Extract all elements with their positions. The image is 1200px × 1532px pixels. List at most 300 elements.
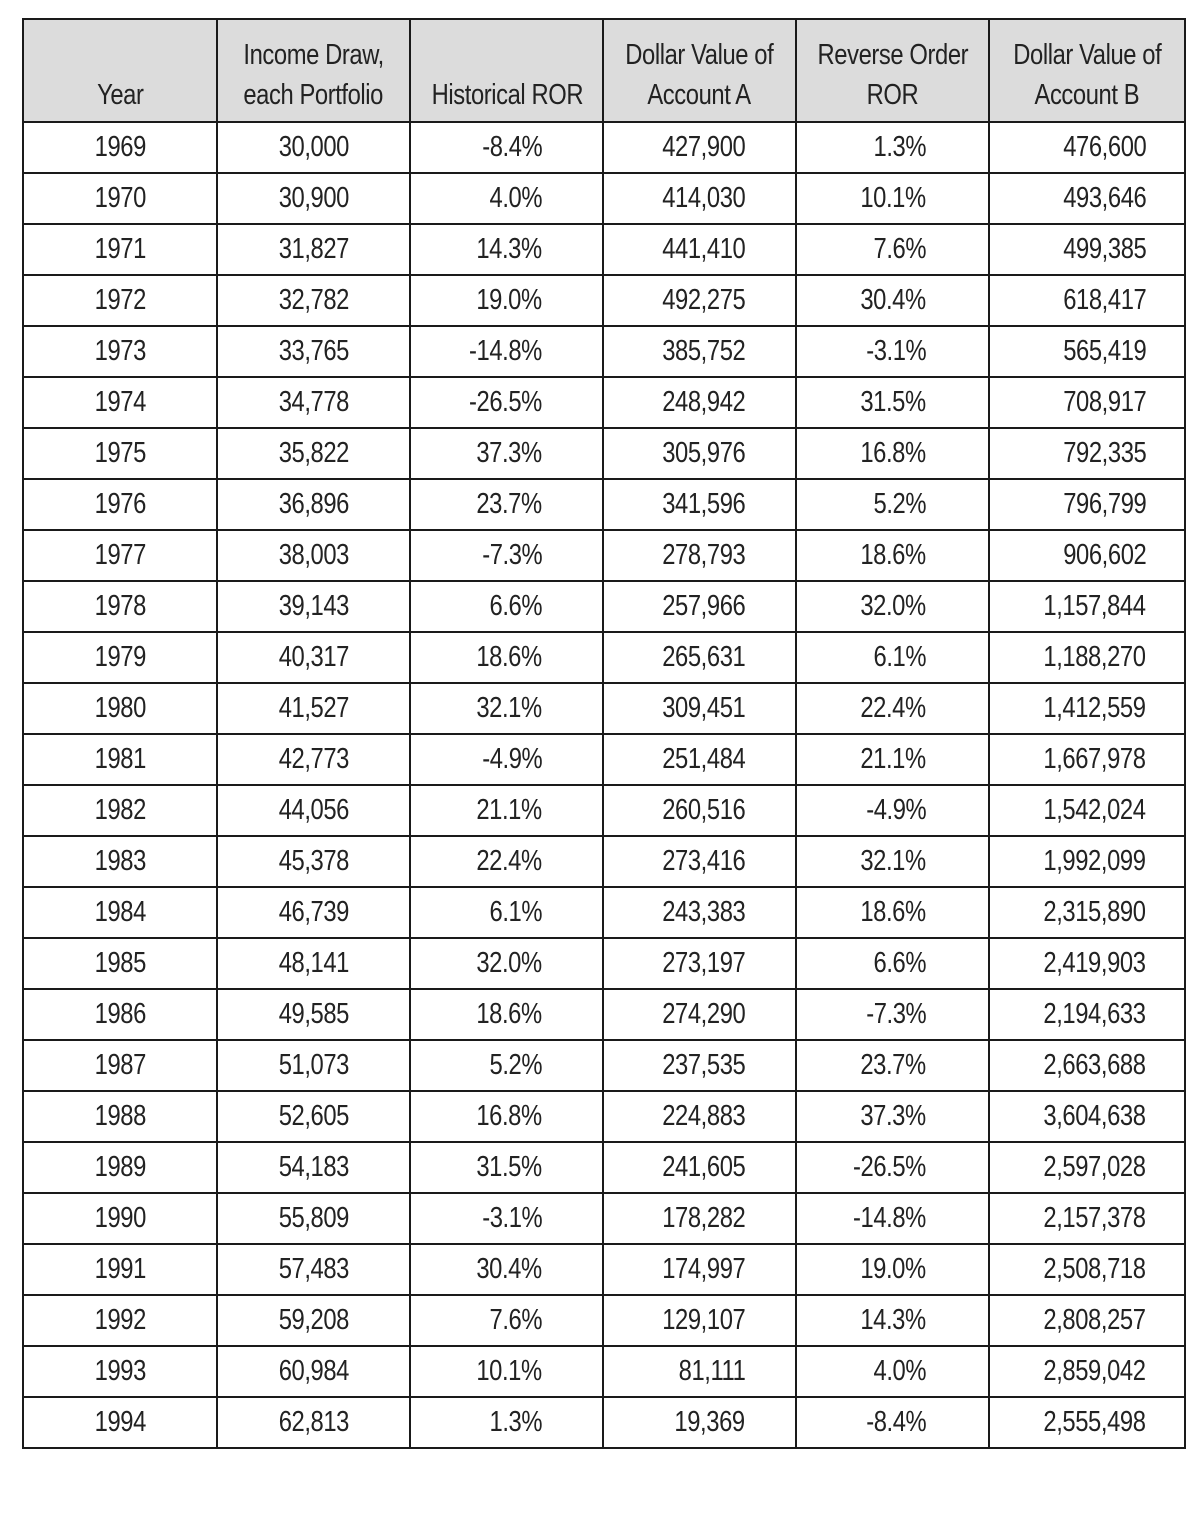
historical-ror-cell [410, 1193, 603, 1244]
income-draw-cell-text: 30,900 [278, 182, 349, 214]
historical-ror-cell [410, 1244, 603, 1295]
year-cell [23, 224, 217, 275]
historical-ror-cell-text: 19.0% [476, 284, 542, 316]
account-a-value-cell-text: 248,942 [661, 386, 745, 418]
year-cell [23, 1142, 217, 1193]
income-draw-cell [217, 479, 410, 530]
historical-ror-cell [410, 938, 603, 989]
reverse-order-ror-cell-text: 23.7% [860, 1049, 926, 1081]
account-b-value-cell-text: 499,385 [1062, 233, 1146, 265]
historical-ror-cell-text: 23.7% [476, 488, 542, 520]
header-row [23, 19, 1185, 122]
account-a-value-cell-text: 414,030 [661, 182, 745, 214]
year-cell [23, 428, 217, 479]
historical-ror-cell [410, 173, 603, 224]
account-a-value-header-line: Account A [647, 79, 752, 111]
historical-ror-cell-text: 14.3% [476, 233, 542, 265]
account-b-value-cell [989, 836, 1185, 887]
account-b-value-cell-text: 476,600 [1062, 131, 1146, 163]
reverse-order-ror-cell [796, 224, 989, 275]
account-a-value-cell [603, 530, 796, 581]
account-b-value-cell-text: 1,412,559 [1043, 692, 1146, 724]
account-b-value-cell [989, 734, 1185, 785]
table-row [23, 887, 1185, 938]
historical-ror-cell-text: 6.1% [489, 896, 542, 928]
historical-ror-cell [410, 734, 603, 785]
year-cell-text: 1990 [94, 1202, 146, 1234]
income-draw-cell [217, 326, 410, 377]
historical-ror-cell [410, 581, 603, 632]
income-draw-cell-text: 34,778 [278, 386, 349, 418]
year-header [23, 19, 217, 122]
reverse-order-ror-cell-text: 30.4% [860, 284, 926, 316]
income-draw-cell-text: 46,739 [278, 896, 349, 928]
account-a-value-cell-text: 243,383 [661, 896, 745, 928]
historical-ror-cell-text: 22.4% [476, 845, 542, 877]
account-b-value-cell-text: 2,597,028 [1043, 1151, 1146, 1183]
year-cell-text: 1975 [94, 437, 146, 469]
reverse-order-ror-cell-text: 18.6% [860, 896, 926, 928]
account-b-value-cell-text: 2,508,718 [1043, 1253, 1146, 1285]
account-b-value-cell-text: 1,992,099 [1043, 845, 1146, 877]
account-a-value-header [603, 19, 796, 122]
reverse-order-ror-cell [796, 122, 989, 173]
income-draw-cell [217, 887, 410, 938]
account-a-value-cell [603, 1397, 796, 1448]
account-a-value-cell [603, 224, 796, 275]
year-cell-text: 1970 [94, 182, 146, 214]
account-b-value-cell [989, 1193, 1185, 1244]
account-b-value-cell [989, 377, 1185, 428]
income-draw-cell [217, 1193, 410, 1244]
account-a-value-cell [603, 326, 796, 377]
account-b-value-header-line: Account B [1034, 79, 1140, 111]
historical-ror-cell [410, 1295, 603, 1346]
reverse-order-ror-cell-text: 6.6% [873, 947, 926, 979]
historical-ror-cell-text: 32.1% [476, 692, 542, 724]
income-draw-cell-text: 33,765 [278, 335, 349, 367]
year-cell [23, 887, 217, 938]
historical-ror-cell [410, 1397, 603, 1448]
reverse-order-ror-cell [796, 632, 989, 683]
account-a-value-cell [603, 1091, 796, 1142]
reverse-order-ror-cell [796, 1295, 989, 1346]
reverse-order-ror-cell-text: 31.5% [860, 386, 926, 418]
reverse-order-ror-cell [796, 785, 989, 836]
table-body [23, 122, 1185, 1448]
year-cell-text: 1989 [94, 1151, 146, 1183]
account-b-value-cell-text: 1,542,024 [1043, 794, 1146, 826]
table-row [23, 377, 1185, 428]
income-draw-cell [217, 530, 410, 581]
reverse-order-ror-cell [796, 1397, 989, 1448]
account-b-value-cell [989, 887, 1185, 938]
income-draw-cell [217, 1142, 410, 1193]
table-row [23, 1244, 1185, 1295]
account-b-value-cell [989, 1244, 1185, 1295]
historical-ror-cell-text: -8.4% [481, 131, 542, 163]
year-cell-text: 1971 [94, 233, 146, 265]
income-draw-cell [217, 173, 410, 224]
table-row [23, 173, 1185, 224]
historical-ror-header-line: Historical ROR [431, 79, 584, 111]
year-cell [23, 734, 217, 785]
historical-ror-cell [410, 122, 603, 173]
account-b-value-cell [989, 581, 1185, 632]
historical-ror-cell-text: 1.3% [489, 1406, 542, 1438]
account-a-value-cell-text: 341,596 [661, 488, 745, 520]
reverse-order-ror-cell [796, 326, 989, 377]
account-a-value-cell [603, 887, 796, 938]
account-a-value-cell-text: 385,752 [661, 335, 745, 367]
table-row [23, 632, 1185, 683]
table-row [23, 683, 1185, 734]
account-a-value-cell-text: 273,197 [661, 947, 745, 979]
year-cell [23, 122, 217, 173]
table-row [23, 530, 1185, 581]
year-cell-text: 1991 [94, 1253, 146, 1285]
account-a-value-cell [603, 1244, 796, 1295]
year-cell-text: 1977 [94, 539, 146, 571]
income-draw-cell [217, 989, 410, 1040]
account-b-value-cell [989, 785, 1185, 836]
income-draw-cell-text: 41,527 [278, 692, 349, 724]
year-cell-text: 1980 [94, 692, 146, 724]
income-draw-cell [217, 632, 410, 683]
account-b-value-cell-text: 3,604,638 [1043, 1100, 1146, 1132]
account-b-value-cell [989, 1295, 1185, 1346]
reverse-order-ror-cell-text: 21.1% [860, 743, 926, 775]
historical-ror-cell [410, 1142, 603, 1193]
account-a-value-cell [603, 938, 796, 989]
reverse-order-ror-cell-text: 19.0% [860, 1253, 926, 1285]
reverse-order-ror-cell-text: -7.3% [865, 998, 926, 1030]
table-row [23, 1142, 1185, 1193]
income-draw-cell [217, 1346, 410, 1397]
income-draw-cell [217, 377, 410, 428]
reverse-order-ror-cell-text: 22.4% [860, 692, 926, 724]
account-b-value-cell-text: 906,602 [1062, 539, 1146, 571]
historical-ror-cell [410, 632, 603, 683]
account-b-value-header-line: Dollar Value of [1012, 39, 1162, 71]
reverse-order-ror-cell [796, 1193, 989, 1244]
year-cell-text: 1969 [94, 131, 146, 163]
year-cell [23, 173, 217, 224]
reverse-order-ror-cell [796, 1244, 989, 1295]
year-cell [23, 938, 217, 989]
year-cell [23, 989, 217, 1040]
reverse-order-ror-cell-text: 14.3% [860, 1304, 926, 1336]
account-a-value-cell [603, 1346, 796, 1397]
year-cell-text: 1986 [94, 998, 146, 1030]
reverse-order-ror-cell-text: 32.0% [860, 590, 926, 622]
account-b-value-cell [989, 428, 1185, 479]
account-b-value-cell-text: 708,917 [1062, 386, 1146, 418]
reverse-order-ror-cell-text: -26.5% [853, 1151, 926, 1183]
historical-ror-cell-text: 6.6% [489, 590, 542, 622]
account-b-value-cell [989, 1397, 1185, 1448]
account-b-value-cell-text: 618,417 [1062, 284, 1146, 316]
account-a-value-cell [603, 581, 796, 632]
account-b-value-cell-text: 2,555,498 [1043, 1406, 1146, 1438]
account-a-value-cell-text: 178,282 [661, 1202, 745, 1234]
account-a-value-cell-text: 273,416 [661, 845, 745, 877]
account-a-value-cell [603, 173, 796, 224]
table-row [23, 224, 1185, 275]
historical-ror-cell [410, 377, 603, 428]
account-b-value-cell-text: 2,859,042 [1043, 1355, 1146, 1387]
historical-ror-cell-text: 5.2% [489, 1049, 542, 1081]
account-a-value-cell [603, 632, 796, 683]
year-cell-text: 1985 [94, 947, 146, 979]
reverse-order-ror-cell [796, 377, 989, 428]
reverse-order-ror-header [796, 19, 989, 122]
reverse-order-ror-cell-text: -14.8% [853, 1202, 926, 1234]
reverse-order-ror-cell [796, 173, 989, 224]
income-draw-cell-text: 48,141 [278, 947, 349, 979]
historical-ror-cell [410, 836, 603, 887]
income-draw-cell-text: 39,143 [278, 590, 349, 622]
income-draw-cell [217, 1295, 410, 1346]
historical-ror-cell-text: 37.3% [476, 437, 542, 469]
historical-ror-cell-text: 18.6% [476, 641, 542, 673]
account-a-value-cell-text: 278,793 [661, 539, 745, 571]
account-a-value-cell-text: 309,451 [661, 692, 745, 724]
historical-ror-cell [410, 530, 603, 581]
account-a-value-cell [603, 785, 796, 836]
account-b-value-header [989, 19, 1185, 122]
year-cell [23, 581, 217, 632]
table-row [23, 1040, 1185, 1091]
income-draw-cell [217, 581, 410, 632]
reverse-order-ror-cell-text: 18.6% [860, 539, 926, 571]
table-row [23, 479, 1185, 530]
account-b-value-cell [989, 989, 1185, 1040]
income-draw-cell [217, 275, 410, 326]
account-a-value-cell [603, 428, 796, 479]
year-cell-text: 1988 [94, 1100, 146, 1132]
account-a-value-cell [603, 683, 796, 734]
account-a-value-cell [603, 1193, 796, 1244]
table-row [23, 938, 1185, 989]
income-draw-cell-text: 38,003 [278, 539, 349, 571]
account-b-value-cell [989, 122, 1185, 173]
income-draw-cell [217, 734, 410, 785]
historical-ror-cell-text: 30.4% [476, 1253, 542, 1285]
income-draw-cell-text: 45,378 [278, 845, 349, 877]
portfolio-comparison-table-container [22, 18, 1184, 1449]
account-b-value-cell-text: 2,157,378 [1043, 1202, 1146, 1234]
account-a-value-cell [603, 989, 796, 1040]
table-row [23, 428, 1185, 479]
account-a-value-cell [603, 479, 796, 530]
account-b-value-cell [989, 1040, 1185, 1091]
year-cell-text: 1976 [94, 488, 146, 520]
historical-ror-cell [410, 683, 603, 734]
account-a-value-cell-text: 441,410 [661, 233, 745, 265]
historical-ror-cell-text: 21.1% [476, 794, 542, 826]
account-b-value-cell [989, 326, 1185, 377]
account-a-value-cell-text: 257,966 [661, 590, 745, 622]
income-draw-cell-text: 40,317 [278, 641, 349, 673]
year-cell [23, 377, 217, 428]
year-cell-text: 1994 [94, 1406, 146, 1438]
income-draw-cell [217, 1040, 410, 1091]
historical-ror-header [410, 19, 603, 122]
account-a-value-cell [603, 1142, 796, 1193]
income-draw-cell-text: 44,056 [278, 794, 349, 826]
account-a-value-cell [603, 1040, 796, 1091]
historical-ror-cell [410, 326, 603, 377]
account-a-value-cell [603, 122, 796, 173]
year-cell [23, 479, 217, 530]
account-a-value-cell-text: 174,997 [661, 1253, 745, 1285]
income-draw-cell [217, 836, 410, 887]
account-a-value-cell [603, 377, 796, 428]
year-cell-text: 1972 [94, 284, 146, 316]
reverse-order-ror-cell [796, 887, 989, 938]
historical-ror-cell-text: 4.0% [489, 182, 542, 214]
table-row [23, 1193, 1185, 1244]
account-b-value-cell-text: 2,419,903 [1043, 947, 1146, 979]
account-b-value-cell-text: 2,663,688 [1043, 1049, 1146, 1081]
income-draw-header-line: each Portfolio [243, 79, 384, 111]
account-a-value-cell [603, 1295, 796, 1346]
year-cell [23, 326, 217, 377]
account-a-value-cell-text: 129,107 [661, 1304, 745, 1336]
income-draw-cell-text: 42,773 [278, 743, 349, 775]
account-a-value-cell-text: 237,535 [661, 1049, 745, 1081]
year-cell-text: 1981 [94, 743, 146, 775]
year-cell-text: 1982 [94, 794, 146, 826]
historical-ror-cell-text: -7.3% [481, 539, 542, 571]
historical-ror-cell-text: 16.8% [476, 1100, 542, 1132]
historical-ror-cell [410, 1091, 603, 1142]
table-row [23, 785, 1185, 836]
income-draw-cell [217, 1091, 410, 1142]
historical-ror-cell [410, 275, 603, 326]
year-cell-text: 1978 [94, 590, 146, 622]
account-b-value-cell [989, 173, 1185, 224]
income-draw-cell-text: 54,183 [278, 1151, 349, 1183]
account-a-value-cell-text: 251,484 [661, 743, 745, 775]
reverse-order-ror-cell-text: -3.1% [865, 335, 926, 367]
year-cell-text: 1993 [94, 1355, 146, 1387]
year-cell-text: 1983 [94, 845, 146, 877]
reverse-order-ror-cell-text: 32.1% [860, 845, 926, 877]
account-b-value-cell [989, 1346, 1185, 1397]
historical-ror-cell-text: -4.9% [481, 743, 542, 775]
historical-ror-cell-text: 32.0% [476, 947, 542, 979]
income-draw-cell-text: 51,073 [278, 1049, 349, 1081]
table-row [23, 275, 1185, 326]
reverse-order-ror-header-line: ROR [866, 79, 919, 111]
account-a-value-cell [603, 734, 796, 785]
historical-ror-cell [410, 479, 603, 530]
account-b-value-cell [989, 1142, 1185, 1193]
account-b-value-cell-text: 1,157,844 [1043, 590, 1146, 622]
account-b-value-cell [989, 632, 1185, 683]
income-draw-cell-text: 35,822 [278, 437, 349, 469]
account-a-value-cell-text: 241,605 [661, 1151, 745, 1183]
year-cell [23, 1397, 217, 1448]
year-cell [23, 1193, 217, 1244]
income-draw-cell-text: 52,605 [278, 1100, 349, 1132]
reverse-order-ror-cell [796, 530, 989, 581]
historical-ror-cell-text: 10.1% [476, 1355, 542, 1387]
account-b-value-cell-text: 493,646 [1062, 182, 1146, 214]
table-row [23, 836, 1185, 887]
income-draw-cell [217, 938, 410, 989]
income-draw-cell-text: 31,827 [278, 233, 349, 265]
reverse-order-ror-cell [796, 734, 989, 785]
income-draw-cell [217, 1397, 410, 1448]
income-draw-cell-text: 60,984 [278, 1355, 349, 1387]
reverse-order-ror-cell-text: 1.3% [873, 131, 926, 163]
account-b-value-cell-text: 792,335 [1062, 437, 1146, 469]
table-row [23, 122, 1185, 173]
account-b-value-cell-text: 1,667,978 [1043, 743, 1146, 775]
account-b-value-cell-text: 1,188,270 [1043, 641, 1146, 673]
historical-ror-cell-text: -3.1% [481, 1202, 542, 1234]
reverse-order-ror-cell [796, 1040, 989, 1091]
reverse-order-ror-cell [796, 938, 989, 989]
income-draw-cell [217, 428, 410, 479]
table-row [23, 989, 1185, 1040]
reverse-order-ror-cell-text: -4.9% [865, 794, 926, 826]
account-b-value-cell [989, 530, 1185, 581]
year-cell-text: 1987 [94, 1049, 146, 1081]
year-cell [23, 1346, 217, 1397]
year-cell [23, 1244, 217, 1295]
year-cell-text: 1974 [94, 386, 146, 418]
account-b-value-cell-text: 2,315,890 [1043, 896, 1146, 928]
reverse-order-ror-cell [796, 989, 989, 1040]
reverse-order-ror-cell-text: 37.3% [860, 1100, 926, 1132]
income-draw-cell [217, 1244, 410, 1295]
reverse-order-ror-cell [796, 275, 989, 326]
account-b-value-cell [989, 479, 1185, 530]
account-a-value-cell-text: 224,883 [661, 1100, 745, 1132]
reverse-order-ror-cell [796, 683, 989, 734]
reverse-order-ror-cell [796, 1346, 989, 1397]
year-cell [23, 785, 217, 836]
account-b-value-cell [989, 275, 1185, 326]
income-draw-header-line: Income Draw, [243, 39, 384, 71]
income-draw-cell [217, 224, 410, 275]
reverse-order-ror-cell-text: -8.4% [865, 1406, 926, 1438]
account-b-value-cell [989, 683, 1185, 734]
historical-ror-cell-text: 31.5% [476, 1151, 542, 1183]
reverse-order-ror-cell-text: 4.0% [873, 1355, 926, 1387]
income-draw-cell-text: 32,782 [278, 284, 349, 316]
account-a-value-cell-text: 19,369 [674, 1406, 745, 1438]
income-draw-cell-text: 36,896 [278, 488, 349, 520]
income-draw-cell [217, 683, 410, 734]
income-draw-cell [217, 122, 410, 173]
reverse-order-ror-cell [796, 1142, 989, 1193]
reverse-order-ror-cell [796, 479, 989, 530]
reverse-order-ror-cell [796, 1091, 989, 1142]
income-draw-cell-text: 49,585 [278, 998, 349, 1030]
account-a-value-cell-text: 265,631 [661, 641, 745, 673]
historical-ror-cell [410, 224, 603, 275]
year-cell [23, 836, 217, 887]
account-b-value-cell-text: 2,194,633 [1043, 998, 1146, 1030]
account-a-value-cell-text: 492,275 [661, 284, 745, 316]
reverse-order-ror-cell-text: 5.2% [873, 488, 926, 520]
historical-ror-cell-text: -26.5% [469, 386, 542, 418]
